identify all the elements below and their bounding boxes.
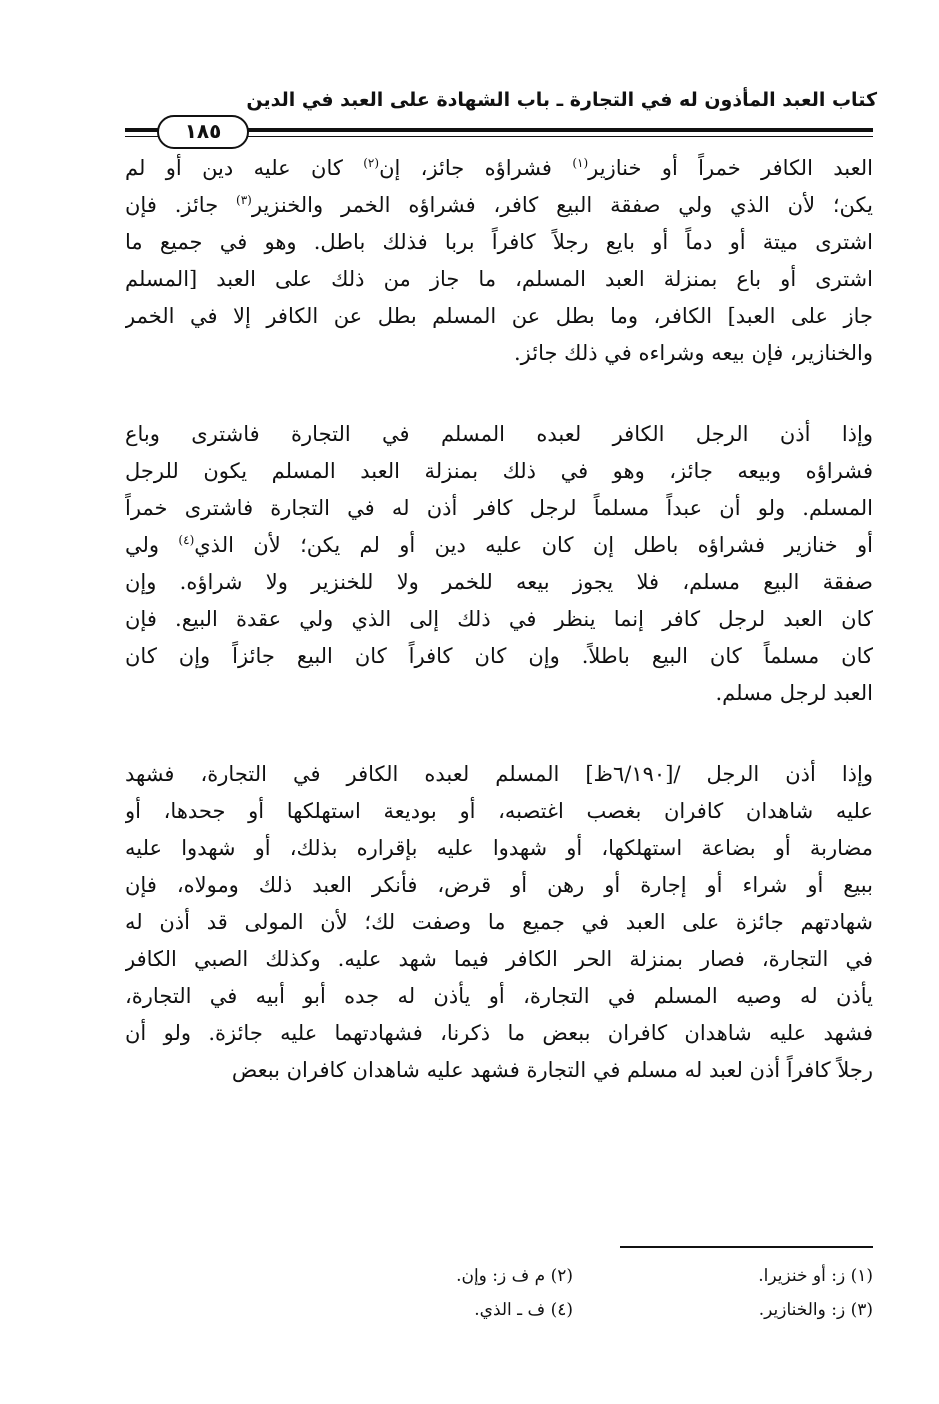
footnote: (٣) ز: والخنازير. bbox=[758, 1300, 873, 1320]
text-segment: جاز على العبد] الكافر، وما بطل عن المسلم بطل عن الكافر إلا في الخمر bbox=[125, 304, 873, 328]
footnote: (١) ز: أو خنزيرا. bbox=[758, 1266, 873, 1286]
text-segment: رجلاً كافراً أذن لعبد له مسلم في التجارة فشهد عليه شاهدان كافران ببعض bbox=[231, 1058, 873, 1082]
text-segment: عليه شاهدان كافران بغصب اغتصبه، أو بوديعة استهلكها أو جحدها، أو bbox=[125, 799, 873, 823]
text-segment: ببيع أو شراء أو إجارة أو رهن أو قرض، فأنكر العبد ذلك ومولاه، فإن bbox=[125, 873, 873, 897]
text-segment: العبد الكافر خمراً أو خنازير bbox=[588, 156, 873, 180]
text-line bbox=[125, 150, 873, 187]
text-segment: المسلم. ولو أن عبداً مسلماً لرجل كافر أذن له في التجارة فاشترى خمراً bbox=[125, 496, 873, 520]
paragraph-gap bbox=[125, 712, 873, 756]
text-segment: وإذا أذن الرجل /[٦/١٩٠ظ] المسلم لعبده الكافر في التجارة، فشهد bbox=[125, 762, 873, 786]
text-segment: كان عليه دين أو لم bbox=[125, 156, 364, 180]
text-line bbox=[125, 756, 873, 793]
text-segment: فشراؤه وبيعه جائز، وهو في ذلك بمنزلة العبد المسلم يكون للرجل bbox=[125, 459, 873, 483]
footnote-reference: (١) bbox=[572, 156, 589, 170]
paragraph-gap bbox=[125, 372, 873, 416]
text-line bbox=[125, 335, 873, 372]
text-line bbox=[125, 638, 873, 675]
text-segment: يأذن له وصيه المسلم في التجارة، أو يأذن له جده أبو أبيه في التجارة، bbox=[125, 984, 873, 1008]
text-line bbox=[125, 224, 873, 261]
footnote: (٢) م ف ز: وإن. bbox=[456, 1266, 573, 1286]
text-segment: جائز. فإن bbox=[125, 193, 237, 217]
footnote-reference: (٤) bbox=[178, 533, 195, 547]
text-line bbox=[125, 978, 873, 1015]
text-line bbox=[125, 453, 873, 490]
text-line bbox=[125, 298, 873, 335]
footnotes bbox=[273, 1259, 873, 1327]
text-line bbox=[125, 904, 873, 941]
text-line bbox=[125, 1015, 873, 1052]
text-line bbox=[125, 675, 873, 712]
text-line bbox=[125, 601, 873, 638]
text-line bbox=[125, 867, 873, 904]
text-line bbox=[125, 527, 873, 564]
text-line bbox=[125, 416, 873, 453]
text-segment: في التجارة، فصار بمنزلة الحر الكافر فيما شهد عليه. وكذلك الصبي الكافر bbox=[125, 947, 873, 971]
text-line bbox=[125, 187, 873, 224]
text-segment: وإذا أذن الرجل الكافر لعبده المسلم في التجارة فاشترى وباع bbox=[125, 422, 873, 446]
text-segment: فشهد عليه شاهدان كافران ببعض ما ذكرنا، فشهادتهما عليه جائزة. ولو أن bbox=[125, 1021, 873, 1045]
footnote-row bbox=[273, 1293, 873, 1327]
text-line bbox=[125, 490, 873, 527]
text-segment: ولي bbox=[125, 533, 179, 557]
text-segment: كان العبد لرجل كافر إنما ينظر في ذلك إلى الذي ولي عقدة البيع. فإن bbox=[125, 607, 873, 631]
text-segment: العبد لرجل مسلم. bbox=[715, 681, 873, 705]
footnote-row bbox=[273, 1259, 873, 1293]
text-segment: والخنازير، فإن بيعه وشراءه في ذلك جائز. bbox=[513, 341, 873, 365]
text-segment: مضاربة أو بضاعة استهلكها، أو شهدوا عليه بإقراره بذلك، أو شهدوا عليه bbox=[125, 836, 873, 860]
text-segment: شهادتهم جائزة على العبد في جميع ما وصفت لك؛ لأن المولى قد أذن له bbox=[125, 910, 873, 934]
text-segment: كان مسلماً كان البيع باطلاً. وإن كان كافراً كان البيع جائزاً وإن كان bbox=[125, 644, 873, 668]
text-line bbox=[125, 941, 873, 978]
text-segment: فشراؤه جائز، إن bbox=[379, 156, 573, 180]
text-line bbox=[125, 830, 873, 867]
text-line bbox=[125, 793, 873, 830]
text-segment: اشترى ميتة أو دماً أو بايع رجلاً كافراً بربا فذلك باطل. وهو في جميع ما bbox=[125, 230, 873, 254]
running-header: كتاب العبد المأذون له في التجارة ـ باب الشهادة على العبد في الدين bbox=[246, 89, 877, 111]
text-segment: اشترى أو باع بمنزلة العبد المسلم، ما جاز من ذلك على العبد [المسلم bbox=[125, 267, 873, 291]
footnote: (٤) ف ـ الذي. bbox=[474, 1300, 573, 1320]
footnote-reference: (٢) bbox=[363, 156, 380, 170]
footnote-reference: (٣) bbox=[236, 193, 252, 207]
footnote-separator bbox=[620, 1246, 873, 1248]
text-line bbox=[125, 261, 873, 298]
text-segment: أو خنازير فشراؤه باطل إن كان عليه دين أو لم يكن؛ لأن الذي bbox=[194, 533, 873, 557]
text-segment: يكن؛ لأن الذي ولي صفقة البيع كافر، فشراؤه الخمر والخنزير bbox=[251, 193, 873, 217]
text-segment: صفقة البيع مسلم، فلا يجوز بيعه للخمر ولا للخنزير ولا شراؤه. وإن bbox=[125, 570, 873, 594]
text-line bbox=[125, 564, 873, 601]
body-text bbox=[125, 150, 873, 1089]
page-number: ١٨٥ bbox=[157, 115, 249, 149]
text-line bbox=[125, 1052, 873, 1089]
